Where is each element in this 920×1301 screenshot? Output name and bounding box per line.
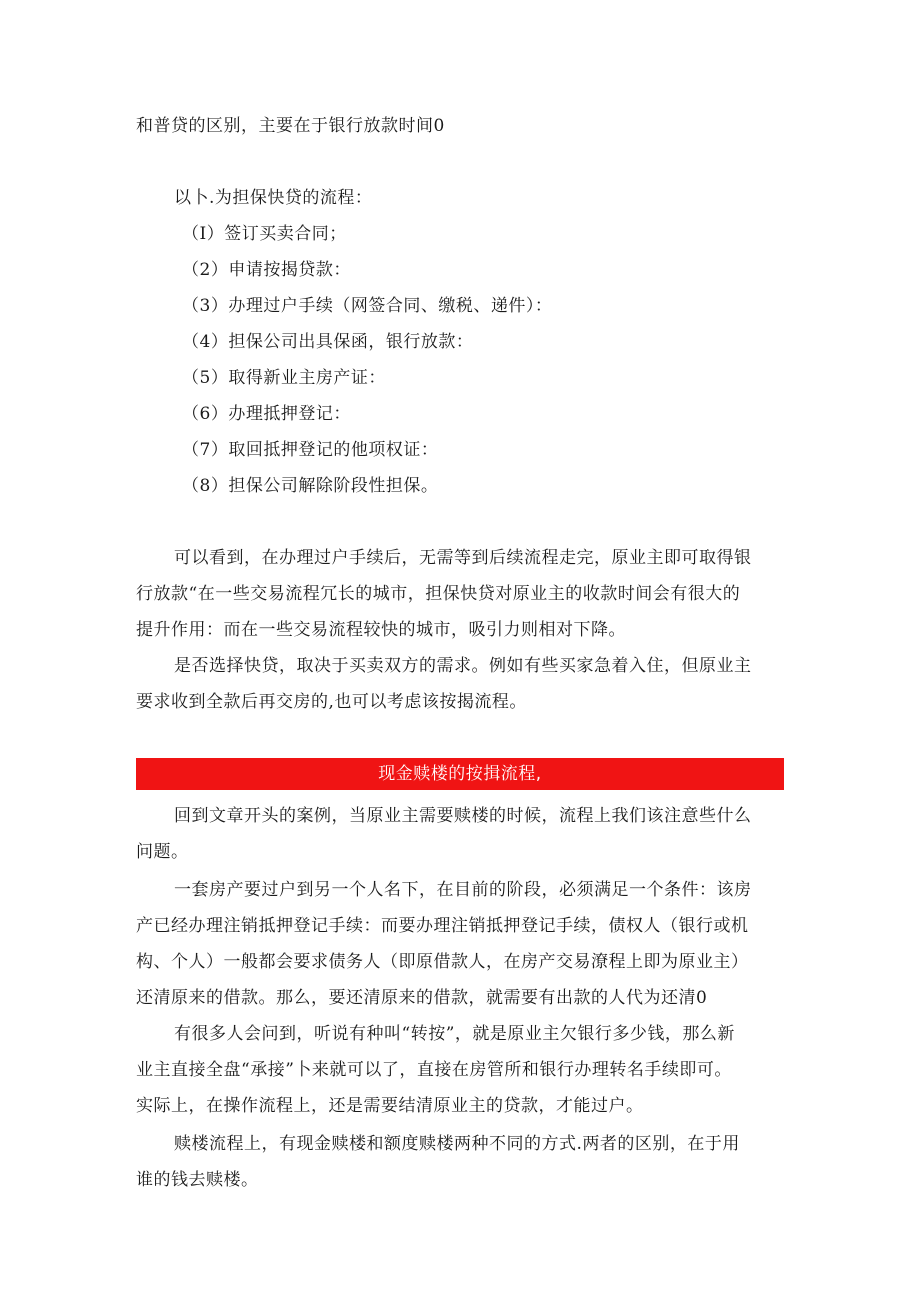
- paragraph-line: 问题。: [136, 842, 189, 862]
- list-item: （I）签订买卖合同；: [182, 224, 347, 244]
- paragraph-line: 有很多人会问到，听说有种叫“转按”，就是原业主欠银行多少钱，那么新: [174, 1024, 735, 1044]
- list-item: （8）担保公司解除阶段性担保。: [182, 476, 439, 496]
- list-item: （4）担保公司出具保函，银行放款：: [182, 332, 474, 352]
- paragraph-line: 可以看到，在办理过户手续后，无需等到后续流程走完，原业主即可取得银: [174, 548, 752, 568]
- paragraph-line: 产已经办理注销抵押登记手续：而要办理注销抵押登记手续，债权人（银行或机: [136, 916, 749, 936]
- paragraph-line: 行放款“在一些交易流程冗长的城市，担保快贷对原业主的收款时间会有很大的: [136, 584, 741, 604]
- list-item: （5）取得新业主房产证：: [182, 368, 386, 388]
- paragraph-line: 要求收到全款后再交房的,也可以考虑该按揭流程。: [136, 692, 527, 712]
- section-title-banner: 现金赎楼的按揖流程,: [136, 758, 784, 790]
- list-item: （6）办理抵押登记：: [182, 404, 351, 424]
- paragraph-line: 业主直接全盘“承接”卜来就可以了，直接在房管所和银行办理转名手续即可。: [136, 1060, 732, 1080]
- paragraph-line: 还清原来的借款。那么，要还清原来的借款，就需要有出款的人代为还清0: [136, 988, 708, 1008]
- process-intro: 以卜.为担保快贷的流程：: [174, 188, 373, 208]
- list-item: （3）办理过户手续（网签合同、缴税、递件）：: [182, 296, 553, 316]
- paragraph-line: 回到文章开头的案例，当原业主需要赎楼的时候，流程上我们该注意些什么: [174, 806, 752, 826]
- paragraph-line: 一套房产要过户到另一个人名下，在目前的阶段，必须满足一个条件：该房: [174, 880, 752, 900]
- paragraph-line: 谁的钱去赎楼。: [136, 1170, 259, 1190]
- paragraph-line: 是否选择快贷，取决于买卖双方的需求。例如有些买家急着入住，但原业主: [174, 656, 752, 676]
- paragraph-line: 构、个人）一般都会要求债务人（即原借款人，在房产交易潦程上即为原业主）: [136, 952, 749, 972]
- paragraph-line: 提升作用：而在一些交易流程较快的城市，吸引力则相对下降。: [136, 620, 626, 640]
- paragraph-line: 实际上，在操作流程上，还是需要结清原业主的贷款，才能过户。: [136, 1096, 644, 1116]
- list-item: （2）申请按揭贷款：: [182, 260, 351, 280]
- text-line: 和普贷的区别，主要在于银行放款时间0: [136, 116, 445, 136]
- list-item: （7）取回抵押登记的他项权证：: [182, 440, 439, 460]
- paragraph-line: 赎楼流程上，有现金赎楼和额度赎楼两种不同的方式.两者的区别，在于用: [174, 1134, 740, 1154]
